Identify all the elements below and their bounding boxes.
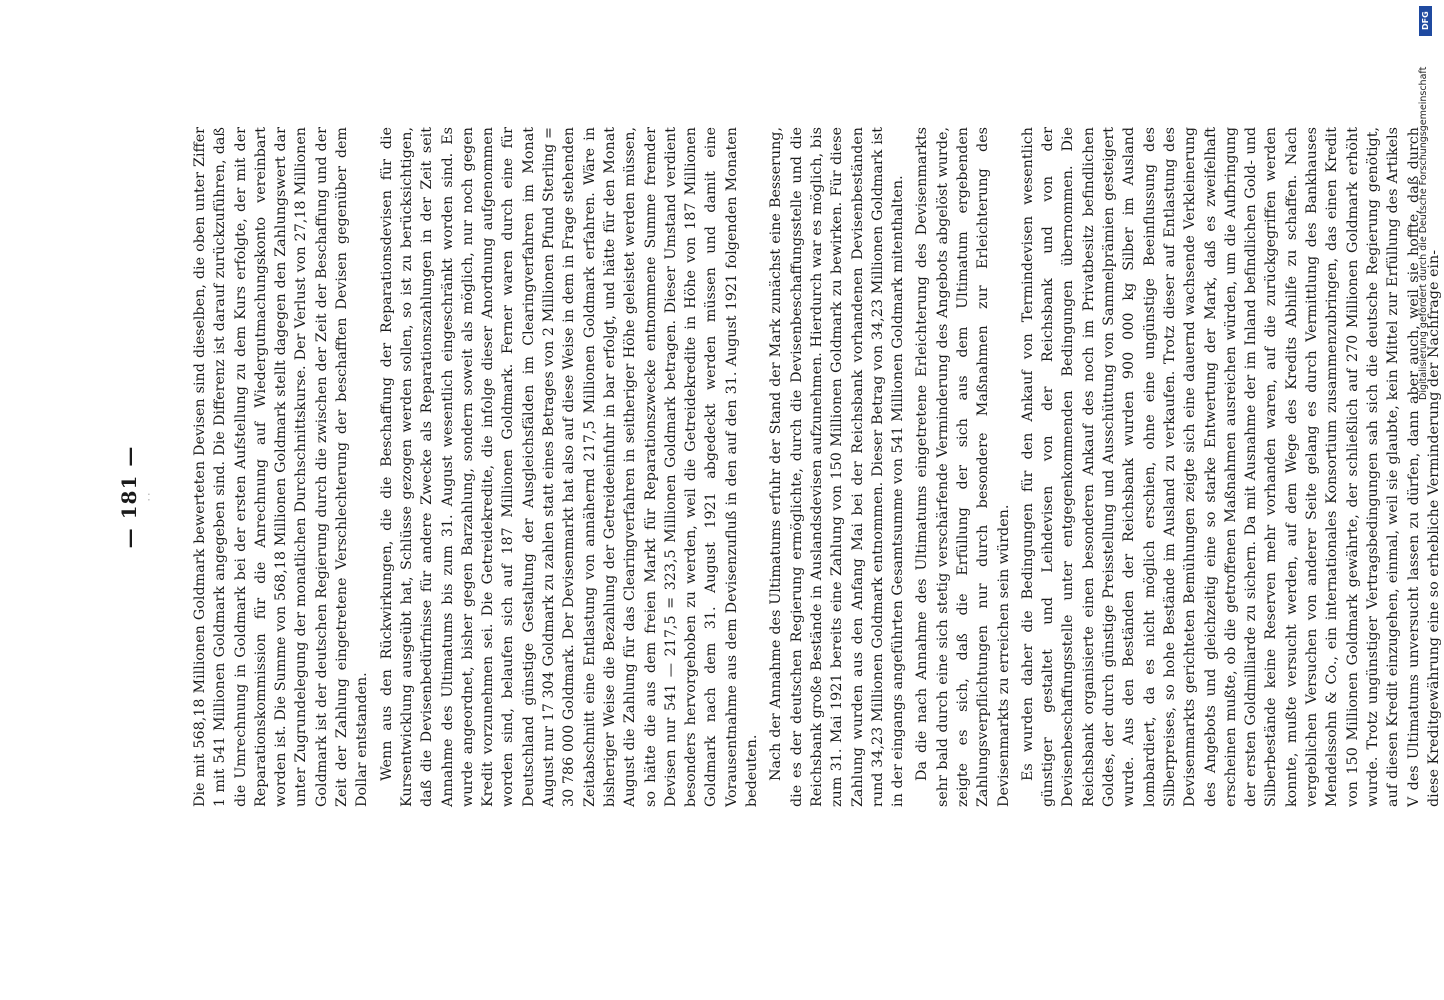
paragraph-4: Da die nach Annahme des Ultimatums eingetretene Erleichterung des Devisenmarkts sehr bald durch eine sich stetig verschärfende Verminderung des Angebots abgelöst wurde, zeigte es sich, daß die Erfüllung der sich aus dem Ultimatum ergebenden Zahlungsverpflichtungen nur durch besondere Maßnahmen zur Erleichterung des Devisenmarkts zu erreichen sein würden. bbox=[914, 127, 1012, 807]
page-marks: · · bbox=[145, 492, 155, 502]
dfg-sidebar bbox=[1416, 6, 1434, 406]
dfg-logo: DFG bbox=[1419, 6, 1432, 36]
dfg-funding-note: Digitalisierung gefördert durch die Deutsche Forschungsgemeinschaft bbox=[1418, 66, 1429, 400]
paragraph-2: Wenn aus den Rückwirkungen, die die Beschaffung der Reparationsdevisen für die Kursentwicklung ausgeübt hat, Schlüsse gezogen werden sollen, so ist zu berücksichtigen, daß die Devisenbedürfnisse für andere Zwecke als Reparationszahlungen in der Zeit seit Annahme des Ultimatums bis zum 31. August wesentlich eingeschränkt worden sind. Es wurde angeordnet, bisher gegen Barzahlung, sondern soweit als möglich, nur noch gegen Kredit vorzunehmen sei. Die Getreidekredite, die infolge dieser Anordnung aufgenommen worden sind, belaufen sich auf 187 Millionen Goldmark. Ferner waren durch eine für Deutschland günstige Gestaltung der Ausgleichsfälden im Clearingverfahren im Monat August nur 17 304 Goldmark zu zahlen statt eines Betrages von 2 Millionen Pfund Sterling = 30 786 000 Goldmark. Der Devisenmarkt hat also auf diese Weise in dem in Frage stehenden Zeitabschnitt eine Entlastung von annähernd 217,5 Millionen Goldmark erfahren. Wäre in bisheriger Weise die Bezahlung der Getreideeinfuhr in bar erfolgt, und hätte für den Monat August die Zahlung für das Clearingverfahren in seitheriger Höhe geleistet werden müssen, so hätte die aus dem freien Markt für Reparationszwecke entnommene Summe fremder Devisen nur 541 — 217,5 = 323,5 Millionen Goldmark betragen. Dieser Umstand verdient besonders hervorgehoben zu werden, weil die Getreidekredite in Höhe von 187 Millionen Goldmark nach dem 31. August 1921 abgedeckt werden müssen und damit eine Vorausentnahme aus dem Devisenzufluß in den auf den 31. August 1921 folgenden Monaten bedeuten. bbox=[378, 127, 761, 807]
paragraph-1: Die mit 568,18 Millionen Goldmark bewerteten Devisen sind dieselben, die oben unter Ziffer 1 mit 541 Millionen Goldmark angegeben sind. Die Differenz ist darauf zurückzuführen, daß die Umrechnung in Goldmark bei der ersten Aufstellung zu dem Kurs erfolgte, der mit der Reparationskommission für die Anrechnung auf Wiedergutmachungskonto vereinbart worden ist. Die Summe von 568,18 Millionen Goldmark stellt dagegen den Zahlungswert dar unter Zugrundelegung der monatlichen Durchschnittskurse. Der Verlust von 27,18 Millionen Goldmark ist der deutschen Regierung durch die zwischen der Zeit der Beschaffung und der Zeit der Zahlung eingetretene Verschlechterung der beschafften Devisen gegenüber dem Dollar entstanden. bbox=[192, 127, 371, 807]
body-text bbox=[190, 127, 1444, 807]
paragraph-5: Es wurden daher die Bedingungen für den Ankauf von Termindevisen wesentlich günstiger gestaltet und Leihdevisen von der Reichsbank und von der Devisenbeschaffungsstelle unter entgegenkommenden Bedingungen übernommen. Die Reichsbank organisierte einen besonderen Ankauf des noch im Privatbesitz befindlichen Goldes, der durch günstige Preisstellung und Ausschüttung von Sammelprämien gesteigert wurde. Aus den Beständen der Reichsbank wurden 900 000 kg Silber im Ausland lombardiert, da es nicht möglich erschien, ohne eine ungünstige Beeinflussung des Silberpreises, so hohe Bestände im Ausland zu verkaufen. Trotz dieser auf Entlastung des Devisenmarkts gerichteten Bemühungen zeigte sich eine dauernd wachsende Verkleinerung des Angebots und gleichzeitig eine so starke Entwertung der Mark, daß es zweifelhaft erscheinen mußte, ob die getroffenen Maßnahmen ausreichen würden, um die Aufbringung der ersten Goldmilliarde zu sichern. Da mit Ausnahme der im Inland befindlichen Gold- und Silberbestände keine Reserven mehr vorhanden waren, auf die zurückgegriffen werden konnte, mußte versucht werden, auf dem Wege des Kredits Abhilfe zu schaffen. Nach vergeblichen Versuchen von anderer Seite gelang es durch Vermittlung des Bankhauses Mendelssohn & Co., ein internationales Konsortium zusammenzubringen, das einen Kredit von 150 Millionen Goldmark gewährte, der schließlich auf 270 Millionen Goldmark erhöht wurde. Trotz ungünstiger Vertragsbedingungen sah sich die deutsche Regierung genötigt, auf diesen Kredit einzugehen, einmal, weil sie glaubte, kein Mittel zur Erfüllung des Artikels V des Ultimatums unversucht lassen zu dürfen, dann aber auch, weil sie hoffte, daß durch diese Kreditgewährung eine so erhebliche Verminderung der Nachfrage ein- bbox=[1019, 127, 1442, 807]
page-number: — 181 — bbox=[117, 445, 141, 549]
paragraph-3: Nach der Annahme des Ultimatums erfuhr der Stand der Mark zunächst eine Besserung, die es der deutschen Regierung ermöglichte, durch die Devisenbeschaffungsstelle und die Reichsbank große Bestände in Auslandsdevisen aufzunehmen. Hierdurch war es möglich, bis zum 31. Mai 1921 bereits eine Zahlung von 150 Millionen Goldmark zu bewirken. Für diese Zahlung wurden aus den Anfang Mai bei der Reichsbank vorhandenen Devisenbeständen rund 34,23 Millionen Goldmark entnommen. Dieser Betrag von 34,23 Millionen Goldmark ist in der eingangs angeführten Gesamtsumme von 541 Millionen Goldmark mitenthalten. bbox=[768, 127, 907, 807]
